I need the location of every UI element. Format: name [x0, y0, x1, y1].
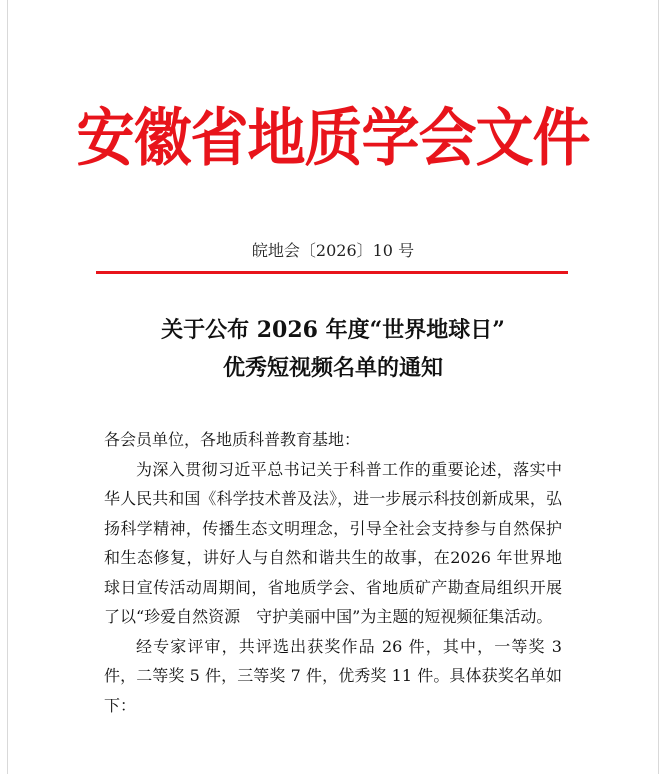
body-paragraph-2: 经专家评审，共评选出获奖作品 26 件，其中，一等奖 3 件，二等奖 5 件，三等奖 7 件，优秀奖 11 件。具体获奖名单如下：	[104, 636, 562, 715]
body-paragraph-1: 为深入贯彻习近平总书记关于科普工作的重要论述，落实中华人民共和国《科学技术普及法》，进一步展示科技创新成果，弘扬科学精神，传播生态文明理念，引导全社会支持参与自然保护和生态修复，讲好人与自然和谐共生的故事，在2026 年世界地球日宣传活动周期间，省地质学会、省地质矿产勘查局组织开展了以“珍爱自然资源 守护美丽中国”为主题的短视频征集活动。	[104, 459, 562, 626]
salutation: 各会员单位，各地质科普教育基地：	[104, 430, 361, 449]
notice-body	[104, 425, 562, 720]
document-number: 皖地会〔2026〕10 号	[251, 241, 415, 260]
notice-title-line-2: 优秀短视频名单的通知	[222, 355, 443, 381]
notice-title-line-1: 关于公布 2026 年度“世界地球日”	[161, 317, 505, 343]
red-divider-line	[96, 271, 568, 274]
notice-title	[0, 311, 666, 387]
document-header-title: 安徽省地质学会文件	[76, 101, 590, 175]
